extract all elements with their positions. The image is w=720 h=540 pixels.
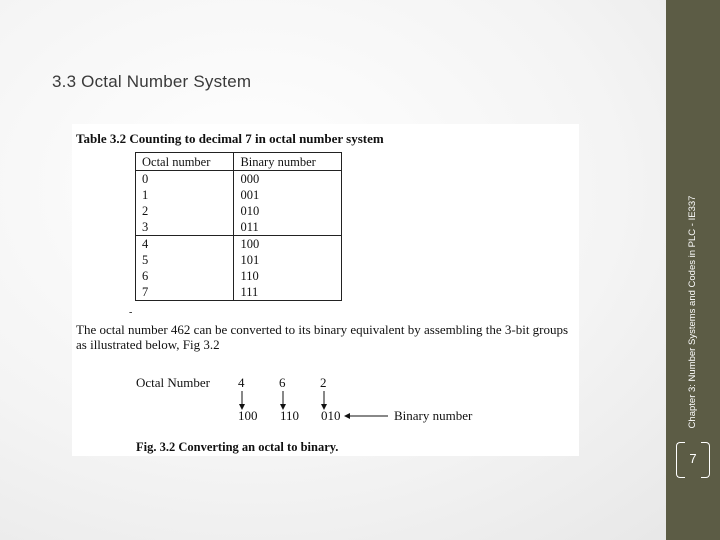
figure-caption: Fig. 3.2 Converting an octal to binary. [136,440,339,454]
table-caption: Table 3.2 Counting to decimal 7 in octal number system [76,131,384,146]
octal-cell: 3 [136,219,234,236]
octal-cell: 4 [136,236,234,253]
binary-cell: 111 [234,284,342,301]
octal-digit: 6 [279,375,286,390]
octal-number-label: Octal Number [136,375,211,390]
binary-group: 110 [280,408,300,423]
binary-group: 100 [238,408,258,423]
page-number: 7 [689,451,697,466]
octal-cell: 0 [136,171,234,188]
bracket-left-icon [676,442,685,478]
octal-digit: 2 [320,375,327,390]
slide-title: 3.3 Octal Number System [52,72,252,91]
binary-cell: 000 [234,171,342,188]
figure-image [72,124,579,456]
octal-cell: 2 [136,203,234,219]
binary-group: 010 [321,408,341,423]
octal-digit: 4 [238,375,245,390]
tick-mark: - [129,307,133,318]
octal-cell: 7 [136,284,234,301]
binary-cell: 110 [234,268,342,284]
explanation-paragraph: The octal number 462 can be converted to its binary equivalent by assembling the 3-bit groups as illustrated below, Fig 3.2 [76,322,569,352]
conversion-arrows [72,124,579,456]
binary-cell: 101 [234,252,342,268]
binary-cell: 011 [234,219,342,236]
octal-cell: 1 [136,187,234,203]
table-header-octal: Octal number [136,153,234,171]
bracket-right-icon [701,442,710,478]
octal-cell: 6 [136,268,234,284]
octal-cell: 5 [136,252,234,268]
page-number-badge [676,442,710,476]
binary-cell: 001 [234,187,342,203]
binary-cell: 100 [234,236,342,253]
binary-cell: 010 [234,203,342,219]
table-header-binary: Binary number [234,153,342,171]
chapter-label: Chapter 3: Number Systems and Codes in PLC - IE337 [687,195,698,429]
binary-number-label: Binary number [394,408,473,423]
